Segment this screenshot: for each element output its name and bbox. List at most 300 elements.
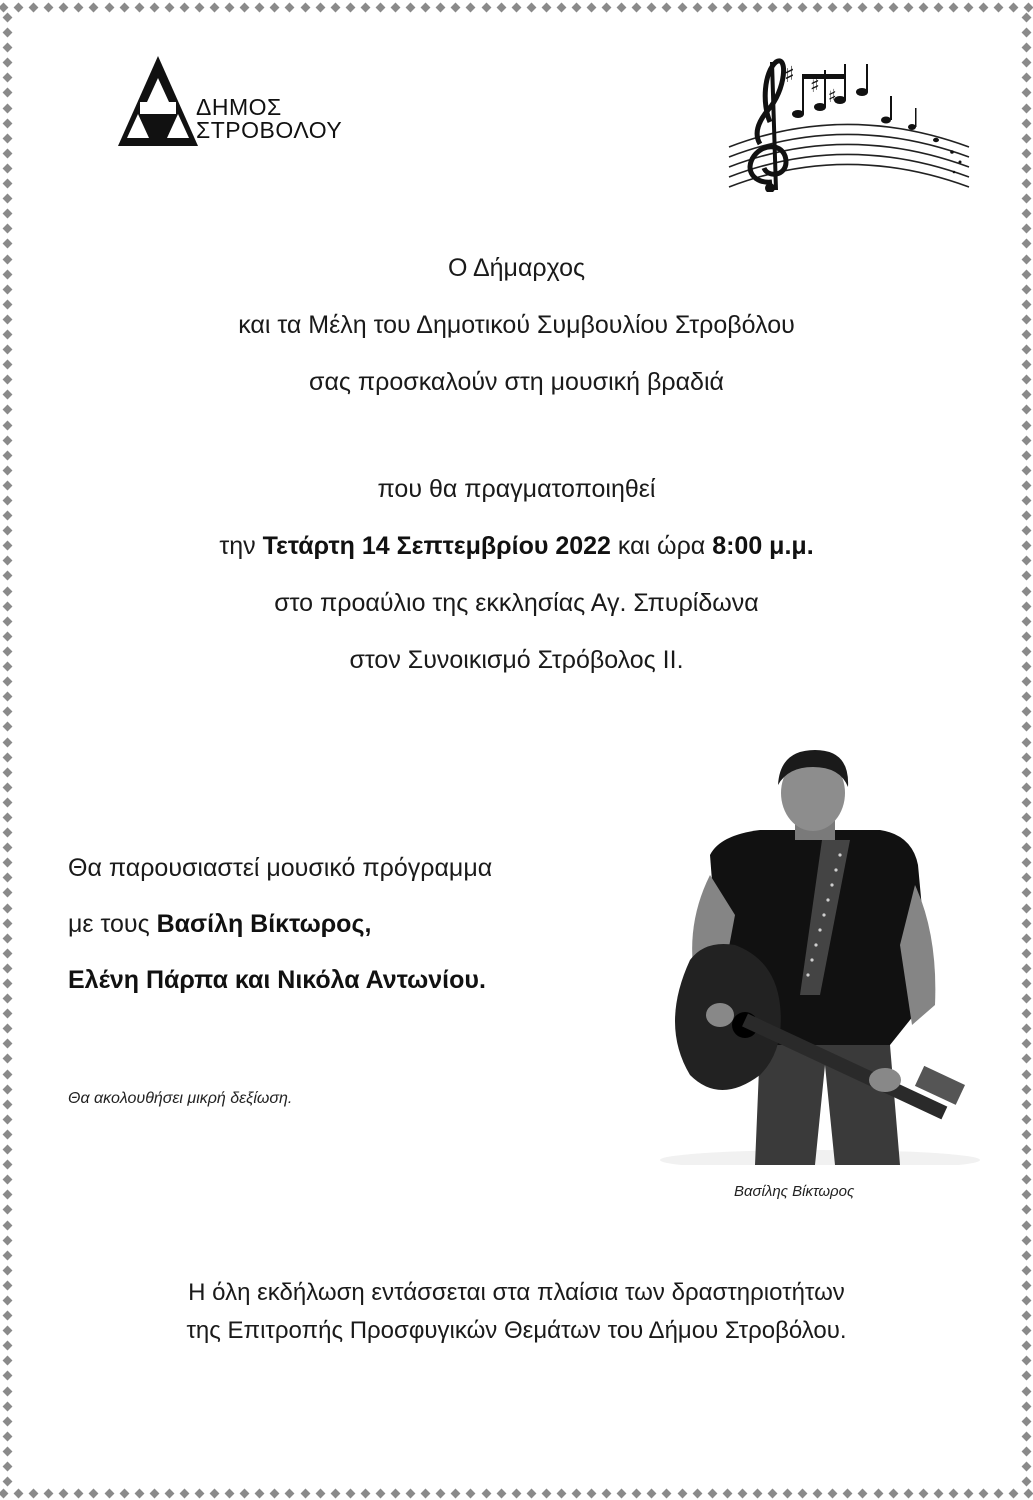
- border-diamond: [1021, 828, 1031, 838]
- svg-text:♯: ♯: [810, 73, 820, 97]
- decorative-border-right: [1019, 14, 1033, 1486]
- border-diamond: [2, 73, 12, 83]
- border-diamond: [707, 1488, 717, 1498]
- border-diamond: [2, 1129, 12, 1139]
- border-diamond: [345, 1488, 355, 1498]
- border-diamond: [436, 1488, 446, 1498]
- border-diamond: [2, 1190, 12, 1200]
- border-diamond: [104, 2, 114, 12]
- border-diamond: [0, 2, 8, 12]
- border-diamond: [315, 1488, 325, 1498]
- border-diamond: [2, 1099, 12, 1109]
- border-diamond: [1021, 73, 1031, 83]
- border-diamond: [677, 2, 687, 12]
- border-diamond: [1021, 28, 1031, 38]
- border-diamond: [1021, 1446, 1031, 1456]
- border-diamond: [602, 2, 612, 12]
- border-diamond: [1021, 1114, 1031, 1124]
- border-diamond: [587, 2, 597, 12]
- border-diamond: [2, 194, 12, 204]
- border-diamond: [74, 1488, 84, 1498]
- border-diamond: [2, 1175, 12, 1185]
- border-diamond: [29, 1488, 39, 1498]
- border-diamond: [2, 1371, 12, 1381]
- border-diamond: [2, 224, 12, 234]
- border-diamond: [1021, 88, 1031, 98]
- footer-line1: Η όλη εκδήλωση εντάσσεται στα πλαίσια των δραστηριοτήτων: [188, 1279, 845, 1306]
- border-diamond: [240, 2, 250, 12]
- border-diamond: [1021, 979, 1031, 989]
- border-diamond: [496, 2, 506, 12]
- border-diamond: [662, 1488, 672, 1498]
- border-diamond: [873, 1488, 883, 1498]
- program-line1: Θα παρουσιαστεί μουσικό πρόγραμμα: [68, 854, 493, 882]
- border-diamond: [225, 2, 235, 12]
- border-diamond: [1021, 1024, 1031, 1034]
- border-diamond: [2, 1356, 12, 1366]
- logo-text-line1: ΔΗΜΟΣ: [196, 94, 282, 120]
- border-diamond: [2, 133, 12, 143]
- border-diamond: [134, 1488, 144, 1498]
- logo-text-line2: ΣΤΡΟΒΟΛΟΥ: [196, 117, 343, 143]
- border-diamond: [828, 1488, 838, 1498]
- border-diamond: [1021, 797, 1031, 807]
- border-diamond: [59, 1488, 69, 1498]
- border-diamond: [270, 2, 280, 12]
- border-diamond: [481, 1488, 491, 1498]
- border-diamond: [436, 2, 446, 12]
- border-diamond: [451, 2, 461, 12]
- border-diamond: [526, 2, 536, 12]
- border-diamond: [345, 2, 355, 12]
- border-diamond: [647, 1488, 657, 1498]
- border-diamond: [466, 1488, 476, 1498]
- border-diamond: [2, 918, 12, 928]
- border-diamond: [632, 2, 642, 12]
- border-diamond: [2, 148, 12, 158]
- border-diamond: [1021, 994, 1031, 1004]
- border-diamond: [195, 1488, 205, 1498]
- border-diamond: [300, 2, 310, 12]
- event-date-line: [0, 518, 1033, 575]
- border-diamond: [421, 1488, 431, 1498]
- border-diamond: [1021, 918, 1031, 928]
- border-diamond: [662, 2, 672, 12]
- invitation-block: [0, 240, 1033, 411]
- border-diamond: [2, 163, 12, 173]
- border-diamond: [2, 13, 12, 23]
- svg-text:♯: ♯: [784, 63, 795, 88]
- border-diamond: [29, 2, 39, 12]
- border-diamond: [1021, 13, 1031, 23]
- border-diamond: [2, 1145, 12, 1155]
- border-diamond: [783, 2, 793, 12]
- border-diamond: [391, 2, 401, 12]
- border-diamond: [903, 2, 913, 12]
- border-diamond: [2, 752, 12, 762]
- border-diamond: [2, 1446, 12, 1456]
- border-diamond: [376, 1488, 386, 1498]
- program-block: [68, 840, 492, 1008]
- border-diamond: [1021, 1084, 1031, 1094]
- border-diamond: [752, 1488, 762, 1498]
- border-diamond: [255, 1488, 265, 1498]
- decorative-border-top: [0, 0, 1033, 14]
- border-diamond: [1021, 103, 1031, 113]
- border-diamond: [572, 1488, 582, 1498]
- border-diamond: [104, 1488, 114, 1498]
- border-diamond: [511, 1488, 521, 1498]
- border-diamond: [979, 2, 989, 12]
- border-diamond: [255, 2, 265, 12]
- border-diamond: [526, 1488, 536, 1498]
- time-prefix: και ώρα: [610, 532, 713, 560]
- border-diamond: [617, 2, 627, 12]
- border-diamond: [2, 933, 12, 943]
- border-diamond: [2, 435, 12, 445]
- border-diamond: [1021, 1160, 1031, 1170]
- artist-names-2-3: Ελένη Πάρπα και Νικόλα Αντωνίου.: [68, 966, 486, 994]
- border-diamond: [330, 2, 340, 12]
- date-prefix: την: [219, 532, 263, 560]
- border-diamond: [406, 2, 416, 12]
- border-diamond: [1021, 1009, 1031, 1019]
- border-diamond: [1021, 1462, 1031, 1472]
- program-line2-prefix: με τους: [68, 910, 157, 938]
- border-diamond: [1021, 1039, 1031, 1049]
- border-diamond: [451, 1488, 461, 1498]
- border-diamond: [1021, 179, 1031, 189]
- border-diamond: [44, 1488, 54, 1498]
- border-diamond: [783, 1488, 793, 1498]
- border-diamond: [2, 979, 12, 989]
- border-diamond: [1021, 888, 1031, 898]
- border-diamond: [2, 828, 12, 838]
- border-diamond: [737, 1488, 747, 1498]
- border-diamond: [632, 1488, 642, 1498]
- border-diamond: [1021, 782, 1031, 792]
- triangle-logo-icon: [118, 56, 198, 151]
- border-diamond: [2, 873, 12, 883]
- border-diamond: [391, 1488, 401, 1498]
- border-diamond: [828, 2, 838, 12]
- border-diamond: [2, 1386, 12, 1396]
- border-diamond: [2, 722, 12, 732]
- border-diamond: [2, 1009, 12, 1019]
- border-diamond: [964, 1488, 974, 1498]
- border-diamond: [2, 118, 12, 128]
- border-diamond: [722, 1488, 732, 1498]
- invitation-line-council: και τα Μέλη του Δημοτικού Συμβουλίου Στροβόλου: [238, 311, 795, 339]
- border-diamond: [2, 903, 12, 913]
- border-diamond: [59, 2, 69, 12]
- border-diamond: [1021, 722, 1031, 732]
- border-diamond: [2, 1114, 12, 1124]
- border-diamond: [2, 1039, 12, 1049]
- border-diamond: [2, 1462, 12, 1472]
- border-diamond: [948, 2, 958, 12]
- border-diamond: [918, 2, 928, 12]
- border-diamond: [360, 1488, 370, 1498]
- border-diamond: [14, 1488, 24, 1498]
- border-diamond: [89, 1488, 99, 1498]
- border-diamond: [2, 994, 12, 1004]
- border-diamond: [1021, 1477, 1031, 1487]
- border-diamond: [2, 1054, 12, 1064]
- border-diamond: [2, 963, 12, 973]
- border-diamond: [195, 2, 205, 12]
- border-diamond: [541, 1488, 551, 1498]
- border-diamond: [1021, 1416, 1031, 1426]
- border-diamond: [1021, 1190, 1031, 1200]
- border-diamond: [888, 2, 898, 12]
- border-diamond: [1021, 737, 1031, 747]
- border-diamond: [768, 2, 778, 12]
- border-diamond: [2, 28, 12, 38]
- invitation-line-evening: σας προσκαλούν στη μουσική βραδιά: [309, 368, 724, 396]
- border-diamond: [1021, 903, 1031, 913]
- border-diamond: [1021, 1356, 1031, 1366]
- border-diamond: [2, 707, 12, 717]
- reception-note: Θα ακολουθήσει μικρή δεξίωση.: [68, 1090, 293, 1107]
- border-diamond: [572, 2, 582, 12]
- border-diamond: [1021, 1205, 1031, 1215]
- border-diamond: [933, 2, 943, 12]
- border-diamond: [0, 1488, 8, 1498]
- border-diamond: [737, 2, 747, 12]
- border-diamond: [1021, 1069, 1031, 1079]
- border-diamond: [948, 1488, 958, 1498]
- border-diamond: [1021, 1386, 1031, 1396]
- border-diamond: [511, 2, 521, 12]
- border-diamond: [179, 1488, 189, 1498]
- border-diamond: [2, 1160, 12, 1170]
- border-diamond: [119, 1488, 129, 1498]
- border-diamond: [300, 1488, 310, 1498]
- border-diamond: [1009, 2, 1019, 12]
- border-diamond: [1021, 450, 1031, 460]
- border-diamond: [722, 2, 732, 12]
- border-diamond: [647, 2, 657, 12]
- border-diamond: [1021, 224, 1031, 234]
- border-diamond: [1021, 1099, 1031, 1109]
- border-diamond: [2, 1401, 12, 1411]
- border-diamond: [858, 2, 868, 12]
- border-diamond: [179, 2, 189, 12]
- border-diamond: [44, 2, 54, 12]
- invitation-line-mayor: Ο Δήμαρχος: [447, 254, 586, 282]
- border-diamond: [421, 2, 431, 12]
- border-diamond: [1021, 752, 1031, 762]
- border-diamond: [1021, 1235, 1031, 1245]
- border-diamond: [1024, 1488, 1033, 1498]
- border-diamond: [692, 1488, 702, 1498]
- border-diamond: [677, 1488, 687, 1498]
- border-diamond: [210, 2, 220, 12]
- border-diamond: [149, 1488, 159, 1498]
- svg-text:♯: ♯: [828, 86, 837, 107]
- border-diamond: [149, 2, 159, 12]
- border-diamond: [1021, 813, 1031, 823]
- border-diamond: [843, 1488, 853, 1498]
- border-diamond: [602, 1488, 612, 1498]
- border-diamond: [210, 1488, 220, 1498]
- border-diamond: [556, 2, 566, 12]
- border-diamond: [2, 1250, 12, 1260]
- border-diamond: [74, 2, 84, 12]
- border-diamond: [813, 2, 823, 12]
- border-diamond: [496, 1488, 506, 1498]
- border-diamond: [2, 1431, 12, 1441]
- border-diamond: [768, 1488, 778, 1498]
- border-diamond: [330, 1488, 340, 1498]
- border-diamond: [2, 43, 12, 53]
- border-diamond: [2, 1069, 12, 1079]
- border-diamond: [2, 843, 12, 853]
- border-diamond: [752, 2, 762, 12]
- program-line3: [68, 952, 492, 1008]
- border-diamond: [466, 2, 476, 12]
- border-diamond: [164, 1488, 174, 1498]
- border-diamond: [1021, 1250, 1031, 1260]
- decorative-border-left: [0, 14, 14, 1486]
- border-diamond: [556, 1488, 566, 1498]
- border-diamond: [1021, 948, 1031, 958]
- border-diamond: [1021, 963, 1031, 973]
- border-diamond: [979, 1488, 989, 1498]
- border-diamond: [994, 2, 1004, 12]
- border-diamond: [2, 692, 12, 702]
- border-diamond: [1021, 873, 1031, 883]
- event-venue-line2: στον Συνοικισμό Στρόβολος ΙΙ.: [349, 646, 684, 674]
- border-diamond: [315, 2, 325, 12]
- border-diamond: [2, 1220, 12, 1230]
- border-diamond: [1021, 1054, 1031, 1064]
- border-diamond: [2, 1416, 12, 1426]
- border-diamond: [270, 1488, 280, 1498]
- event-details-block: [0, 461, 1033, 689]
- border-diamond: [360, 2, 370, 12]
- border-diamond: [1021, 858, 1031, 868]
- artist-name-1: Βασίλη Βίκτωρος,: [156, 910, 372, 938]
- border-diamond: [964, 2, 974, 12]
- border-diamond: [285, 2, 295, 12]
- border-diamond: [2, 767, 12, 777]
- border-diamond: [2, 948, 12, 958]
- border-diamond: [994, 1488, 1004, 1498]
- border-diamond: [2, 1024, 12, 1034]
- border-diamond: [2, 420, 12, 430]
- border-diamond: [285, 1488, 295, 1498]
- border-diamond: [481, 2, 491, 12]
- border-diamond: [1021, 1220, 1031, 1230]
- border-diamond: [2, 737, 12, 747]
- border-diamond: [1021, 163, 1031, 173]
- border-diamond: [1021, 1371, 1031, 1381]
- border-diamond: [134, 2, 144, 12]
- border-diamond: [2, 797, 12, 807]
- border-diamond: [1021, 118, 1031, 128]
- border-diamond: [1021, 58, 1031, 68]
- border-diamond: [2, 782, 12, 792]
- border-diamond: [14, 2, 24, 12]
- border-diamond: [1021, 1175, 1031, 1185]
- footer-note: [0, 1274, 1033, 1350]
- decorative-border-bottom: [0, 1486, 1033, 1500]
- border-diamond: [692, 2, 702, 12]
- border-diamond: [541, 2, 551, 12]
- border-diamond: [2, 813, 12, 823]
- border-diamond: [2, 858, 12, 868]
- border-diamond: [225, 1488, 235, 1498]
- border-diamond: [1021, 194, 1031, 204]
- event-venue-line1: στο προαύλιο της εκκλησίας Αγ. Σπυρίδωνα: [274, 589, 759, 617]
- border-diamond: [1021, 43, 1031, 53]
- border-diamond: [119, 2, 129, 12]
- border-diamond: [2, 1205, 12, 1215]
- border-diamond: [2, 103, 12, 113]
- border-diamond: [1021, 692, 1031, 702]
- border-diamond: [1021, 1431, 1031, 1441]
- border-diamond: [2, 450, 12, 460]
- border-diamond: [2, 1084, 12, 1094]
- artist-photo: [650, 745, 990, 1165]
- border-diamond: [1021, 420, 1031, 430]
- border-diamond: [2, 888, 12, 898]
- border-diamond: [2, 1235, 12, 1245]
- border-diamond: [813, 1488, 823, 1498]
- border-diamond: [1021, 133, 1031, 143]
- border-diamond: [1021, 707, 1031, 717]
- border-diamond: [918, 1488, 928, 1498]
- border-diamond: [2, 88, 12, 98]
- photo-caption: Βασίλης Βίκτωρος: [734, 1183, 855, 1200]
- event-line-intro: που θα πραγματοποιηθεί: [377, 475, 656, 503]
- border-diamond: [798, 1488, 808, 1498]
- border-diamond: [2, 1477, 12, 1487]
- border-diamond: [2, 58, 12, 68]
- event-time: 8:00 μ.μ.: [712, 532, 814, 560]
- border-diamond: [376, 2, 386, 12]
- border-diamond: [1021, 435, 1031, 445]
- border-diamond: [798, 2, 808, 12]
- border-diamond: [707, 2, 717, 12]
- border-diamond: [1024, 2, 1033, 12]
- border-diamond: [89, 2, 99, 12]
- border-diamond: [1021, 1401, 1031, 1411]
- border-diamond: [164, 2, 174, 12]
- event-date: Τετάρτη 14 Σεπτεμβρίου 2022: [262, 532, 611, 560]
- municipality-logo: [118, 56, 388, 151]
- program-line2: [68, 896, 492, 952]
- border-diamond: [843, 2, 853, 12]
- border-diamond: [1021, 933, 1031, 943]
- music-notes-icon: [724, 52, 974, 192]
- border-diamond: [933, 1488, 943, 1498]
- border-diamond: [1021, 1129, 1031, 1139]
- border-diamond: [1021, 767, 1031, 777]
- border-diamond: [587, 1488, 597, 1498]
- border-diamond: [406, 1488, 416, 1498]
- border-diamond: [240, 1488, 250, 1498]
- border-diamond: [1021, 209, 1031, 219]
- border-diamond: [858, 1488, 868, 1498]
- border-diamond: [617, 1488, 627, 1498]
- border-diamond: [888, 1488, 898, 1498]
- border-diamond: [1021, 843, 1031, 853]
- border-diamond: [1009, 1488, 1019, 1498]
- footer-line2: της Επιτροπής Προσφυγικών Θεμάτων του Δήμου Στροβόλου.: [186, 1317, 847, 1344]
